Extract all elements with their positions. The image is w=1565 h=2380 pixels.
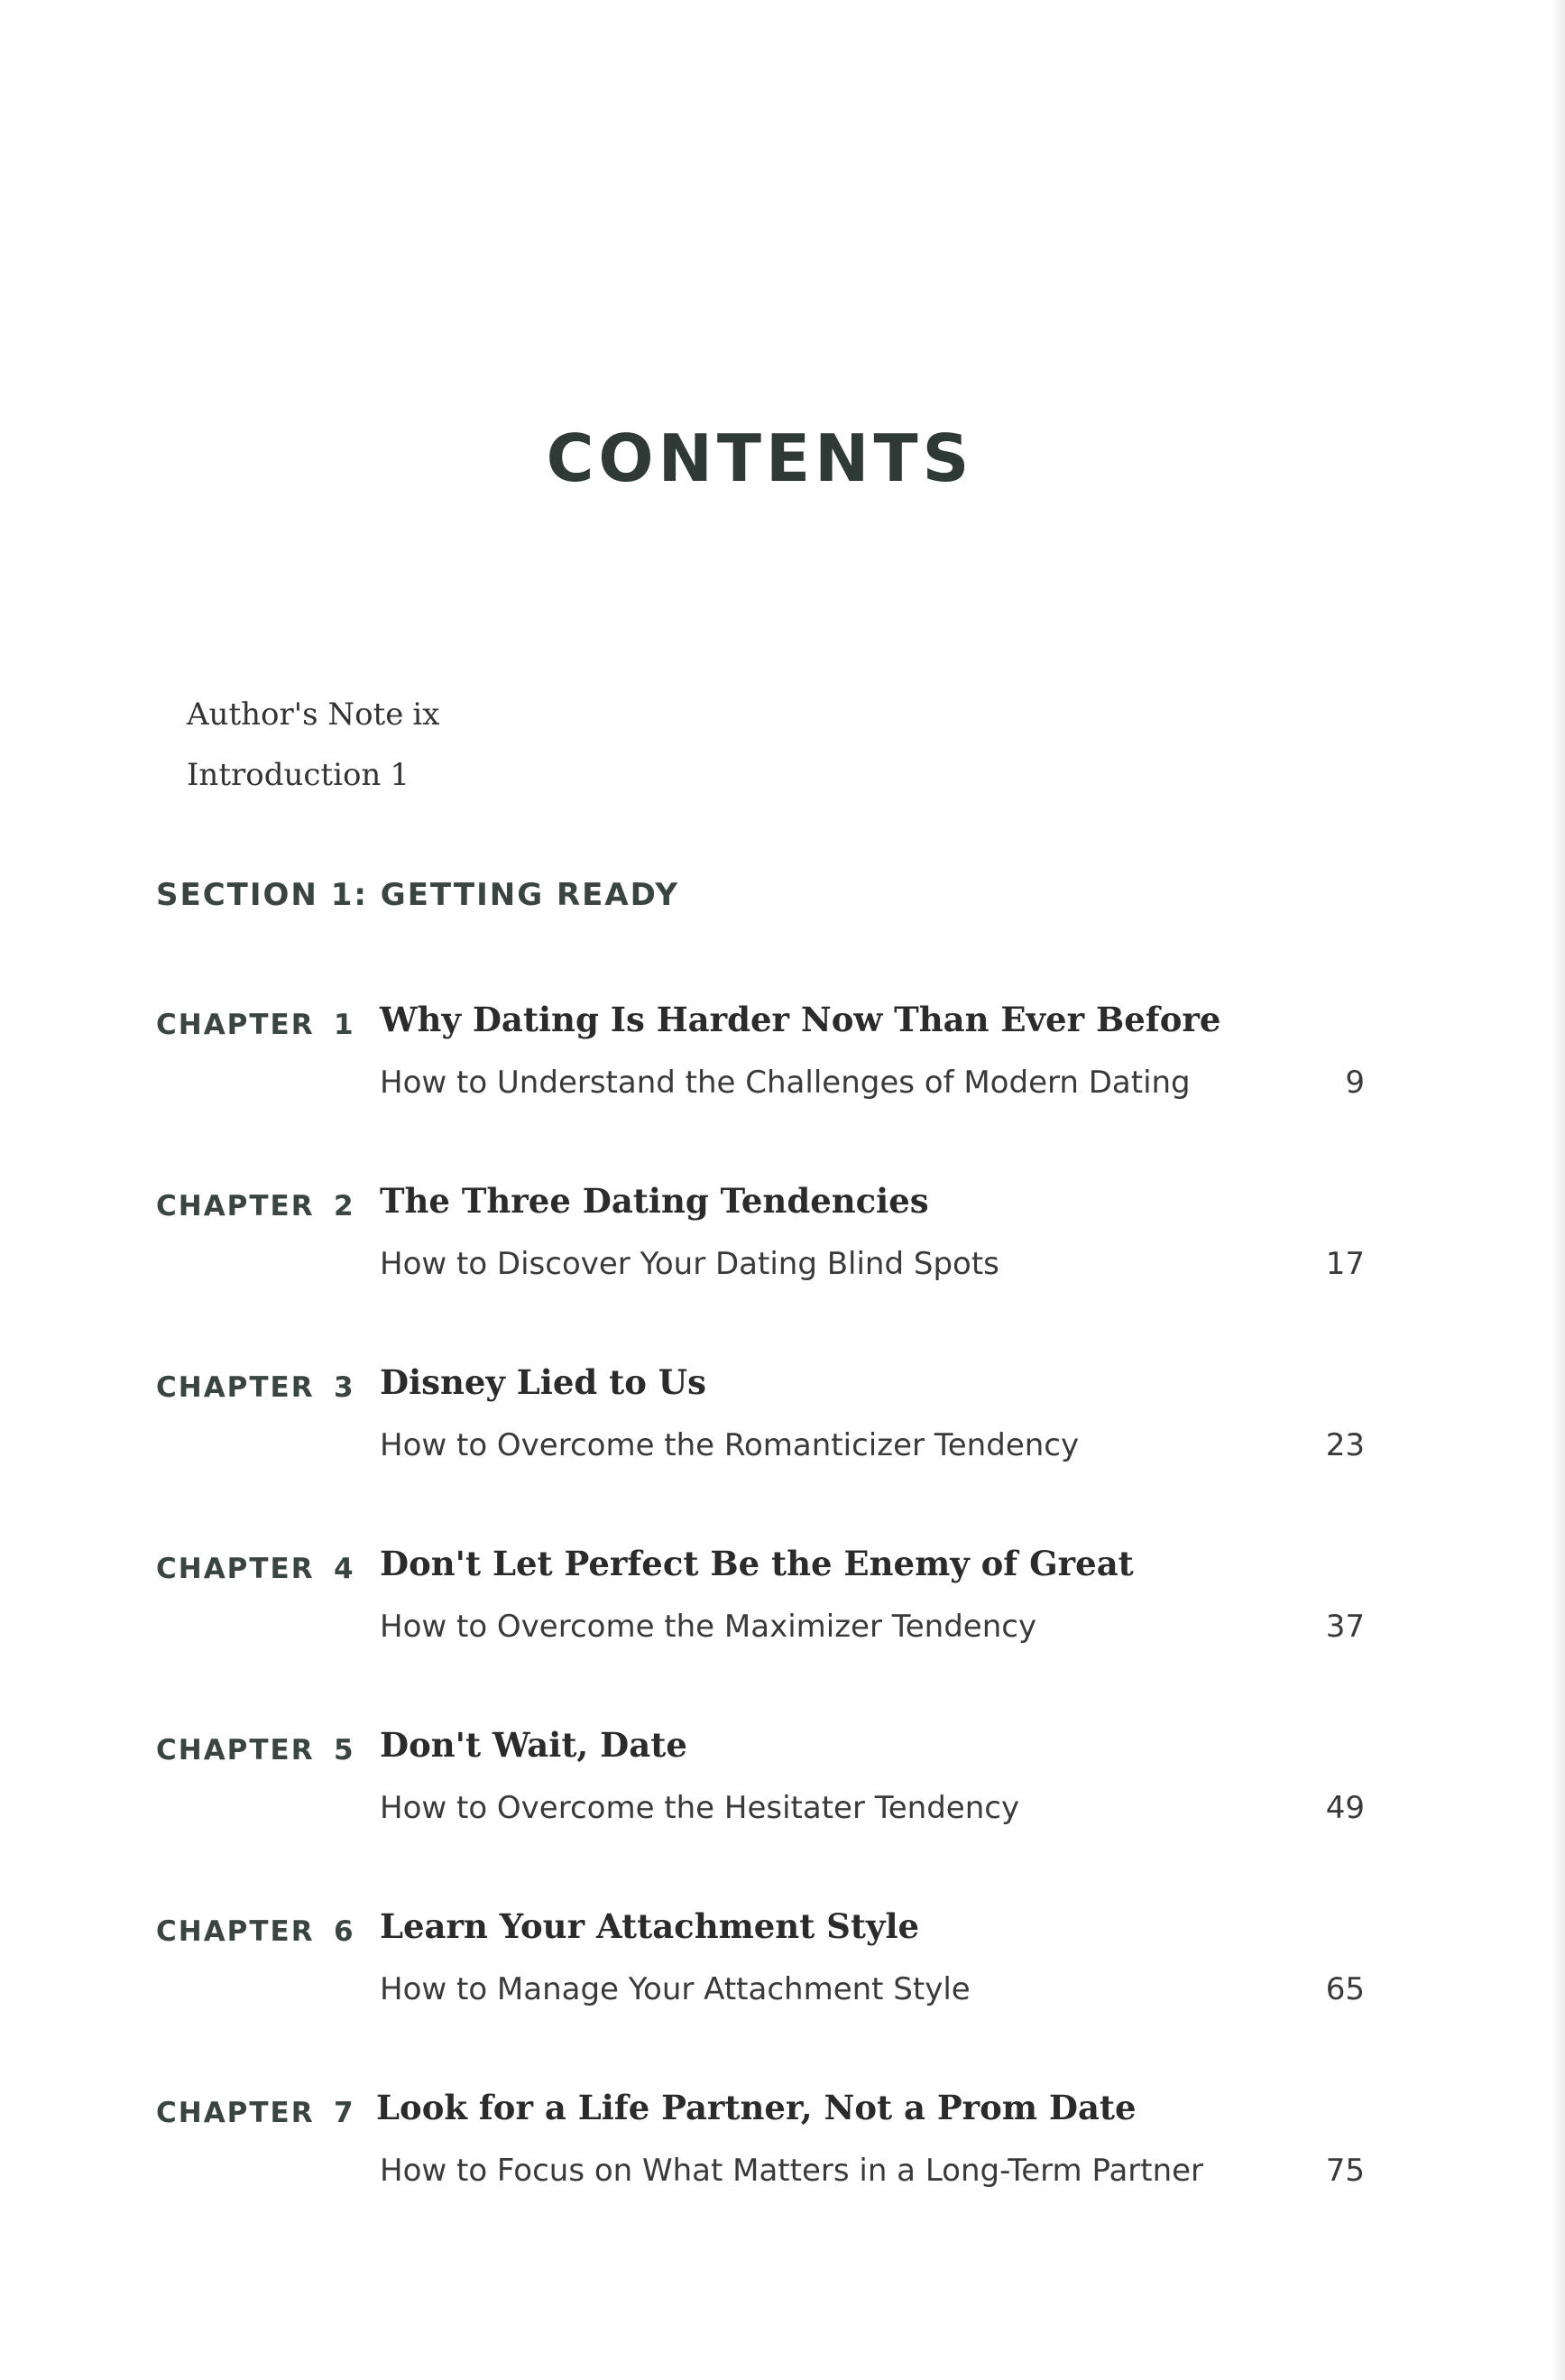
chapter-label: CHAPTER — [156, 1371, 315, 1404]
chapter-entry[interactable] — [156, 1903, 1365, 2029]
front-matter-item[interactable] — [187, 696, 439, 733]
chapter-title: Look for a Life Partner, Not a Prom Date — [376, 2088, 1137, 2127]
chapter-number: 1 — [334, 1009, 354, 1041]
chapter-entry[interactable] — [156, 2084, 1365, 2210]
chapter-title: Don't Wait, Date — [380, 1725, 687, 1765]
front-matter-label: Author's Note — [187, 696, 404, 733]
chapter-page-number: 17 — [1325, 1246, 1365, 1282]
front-matter-label: Introduction — [187, 757, 382, 793]
page-edge-shadow — [1551, 0, 1565, 2380]
chapter-label: CHAPTER — [156, 1009, 315, 1041]
chapter-subtitle: How to Overcome the Romanticizer Tendency — [380, 1427, 1080, 1463]
chapter-number: 7 — [334, 2097, 354, 2129]
chapter-number: 5 — [334, 1734, 354, 1767]
chapter-number: 3 — [334, 1371, 354, 1404]
section-heading: SECTION 1: GETTING READY — [156, 877, 680, 913]
chapter-subtitle: How to Overcome the Hesitater Tendency — [380, 1790, 1020, 1826]
chapter-subtitle: How to Focus on What Matters in a Long-Term Partner — [380, 2153, 1204, 2189]
chapter-entry[interactable] — [156, 1540, 1365, 1666]
front-matter-page: ix — [412, 696, 440, 733]
chapter-subtitle: How to Manage Your Attachment Style — [380, 1971, 971, 2007]
chapter-label: CHAPTER — [156, 2097, 315, 2129]
chapter-title: Why Dating Is Harder Now Than Ever Before — [380, 1000, 1221, 1039]
chapter-entry[interactable] — [156, 1721, 1365, 1848]
chapter-title: Disney Lied to Us — [380, 1362, 706, 1402]
chapter-number: 6 — [334, 1915, 354, 1948]
chapter-page-number: 75 — [1325, 2153, 1365, 2189]
chapter-entry[interactable] — [156, 1177, 1365, 1304]
chapter-page-number: 9 — [1345, 1065, 1365, 1101]
chapter-number: 4 — [334, 1553, 354, 1585]
chapter-subtitle: How to Discover Your Dating Blind Spots — [380, 1246, 999, 1282]
chapter-page-number: 37 — [1325, 1609, 1365, 1645]
chapter-label: CHAPTER — [156, 1553, 315, 1585]
chapter-title: Don't Let Perfect Be the Enemy of Great — [380, 1544, 1134, 1583]
chapter-label: CHAPTER — [156, 1915, 315, 1948]
page-title: CONTENTS — [546, 420, 974, 496]
chapter-page-number: 65 — [1325, 1971, 1365, 2007]
chapter-number: 2 — [334, 1190, 354, 1222]
chapter-title: The Three Dating Tendencies — [380, 1181, 929, 1221]
chapter-entry[interactable] — [156, 996, 1365, 1122]
chapter-label: CHAPTER — [156, 1734, 315, 1767]
front-matter-page: 1 — [390, 757, 410, 793]
chapter-label: CHAPTER — [156, 1190, 315, 1222]
front-matter-item[interactable] — [187, 757, 410, 793]
chapter-title: Learn Your Attachment Style — [380, 1906, 920, 1946]
chapter-page-number: 49 — [1325, 1790, 1365, 1826]
chapter-page-number: 23 — [1325, 1427, 1365, 1463]
chapter-subtitle: How to Overcome the Maximizer Tendency — [380, 1609, 1037, 1645]
chapter-entry[interactable] — [156, 1359, 1365, 1485]
chapter-subtitle: How to Understand the Challenges of Modern Dating — [380, 1065, 1191, 1101]
